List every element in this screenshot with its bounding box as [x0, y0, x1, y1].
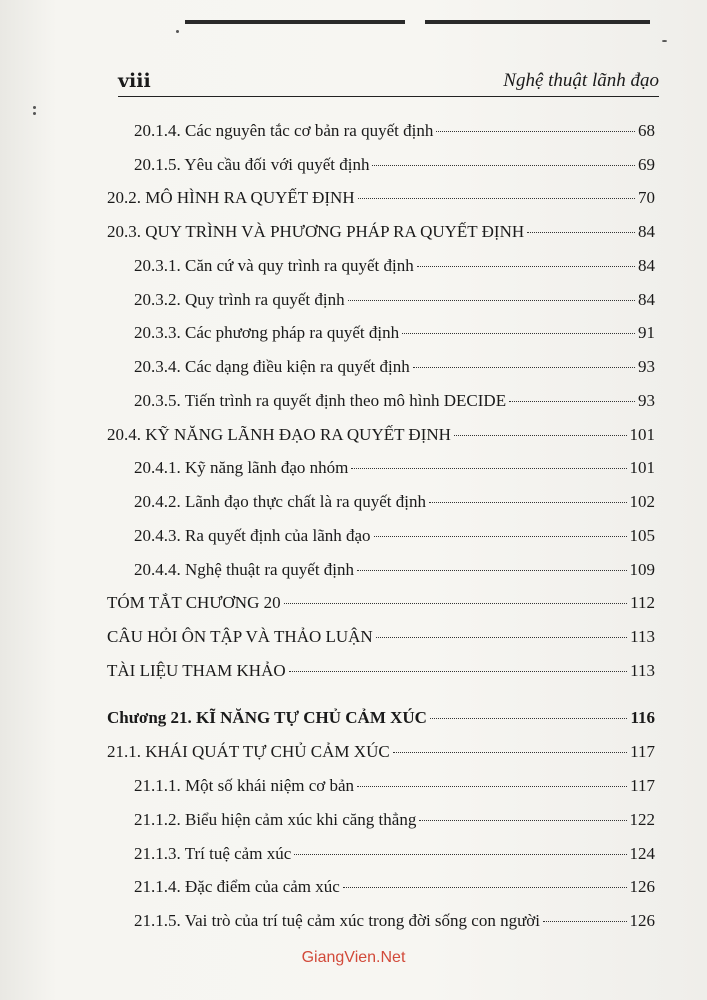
dot-leader: [543, 921, 627, 922]
toc-entry-page: 113: [630, 627, 655, 646]
dot-leader: [402, 333, 635, 334]
toc-entry-title: 20.3.4. Các dạng điều kiện ra quyết định: [134, 357, 410, 376]
scan-edge-mark: [425, 20, 650, 24]
toc-entry[interactable]: [134, 155, 655, 177]
dot-leader: [284, 603, 628, 604]
toc-entry-title: 21.1.3. Trí tuệ cảm xúc: [134, 844, 292, 863]
scan-speck: [33, 106, 36, 109]
dot-leader: [509, 401, 635, 402]
toc-entry[interactable]: [134, 911, 655, 933]
toc-entry-page: 112: [630, 593, 655, 612]
toc-entry-title: 21.1.4. Đặc điểm của cảm xúc: [134, 877, 340, 896]
toc-entry[interactable]: [134, 877, 655, 899]
toc-entry-page: 84: [638, 290, 655, 309]
toc-entry-page: 91: [638, 323, 655, 342]
toc-entry-page: 101: [629, 458, 655, 477]
dot-leader: [372, 165, 635, 166]
dot-leader: [357, 570, 626, 571]
toc-entry-page: 84: [638, 256, 655, 275]
dot-leader: [413, 367, 635, 368]
scan-edge-mark: [185, 20, 405, 24]
toc-entry[interactable]: [134, 526, 655, 548]
toc-entry[interactable]: [134, 844, 655, 866]
toc-entry-page: 102: [629, 492, 655, 511]
toc-entry-title: 20.3.5. Tiến trình ra quyết định theo mô hình DECIDE: [134, 391, 507, 410]
toc-entry-title: CÂU HỎI ÔN TẬP VÀ THẢO LUẬN: [107, 627, 373, 646]
toc-entry-title: 21.1.2. Biểu hiện cảm xúc khi căng thẳng: [134, 810, 417, 829]
toc-entry[interactable]: [134, 776, 655, 798]
dot-leader: [294, 854, 626, 855]
toc-entry-title: 21.1. KHÁI QUÁT TỰ CHỦ CẢM XÚC: [107, 742, 390, 761]
dot-leader: [454, 435, 627, 436]
dot-leader: [343, 887, 627, 888]
toc-entry[interactable]: [107, 742, 655, 764]
toc-entry-page: 124: [629, 844, 655, 863]
toc-entry[interactable]: [134, 492, 655, 514]
toc-entry[interactable]: [134, 256, 655, 278]
dot-leader: [527, 232, 635, 233]
dot-leader: [393, 752, 627, 753]
toc-entry-page: 117: [630, 742, 655, 761]
toc-entry-page: 70: [638, 188, 655, 207]
toc-entry[interactable]: [107, 593, 655, 615]
toc-entry-page: 69: [638, 155, 655, 174]
toc-entry[interactable]: [134, 560, 655, 582]
toc-entry-page: 126: [629, 911, 655, 930]
toc-entry[interactable]: [134, 323, 655, 345]
scan-speck: [33, 112, 36, 115]
dot-leader: [348, 300, 635, 301]
toc-entry[interactable]: [134, 357, 655, 379]
toc-entry-title: 20.1.4. Các nguyên tắc cơ bản ra quyết định: [134, 121, 434, 140]
toc-entry-page: 93: [638, 391, 655, 410]
toc-entry-title: 20.4. KỸ NĂNG LÃNH ĐẠO RA QUYẾT ĐỊNH: [107, 425, 451, 444]
toc-entry[interactable]: [134, 121, 655, 143]
toc-entry-title: 20.1.5. Yêu cầu đối với quyết định: [134, 155, 370, 174]
dot-leader: [417, 266, 635, 267]
toc-entry-page: 109: [629, 560, 655, 579]
dot-leader: [436, 131, 635, 132]
toc-entry[interactable]: [134, 810, 655, 832]
toc-entry-title: Chương 21. KĨ NĂNG TỰ CHỦ CẢM XÚC: [107, 708, 427, 727]
toc-entry[interactable]: [107, 188, 655, 210]
toc-entry-title: 20.3.2. Quy trình ra quyết định: [134, 290, 345, 309]
toc-entry-title: 20.3.1. Căn cứ và quy trình ra quyết định: [134, 256, 414, 275]
toc-entry-page: 105: [629, 526, 655, 545]
toc-entry-page: 122: [629, 810, 655, 829]
toc-entry-title: 20.4.4. Nghệ thuật ra quyết định: [134, 560, 355, 579]
toc-entry-title: 21.1.1. Một số khái niệm cơ bản: [134, 776, 355, 795]
toc-entry[interactable]: [134, 391, 655, 413]
toc-entry[interactable]: [107, 425, 655, 447]
toc-entry-page: 84: [638, 222, 655, 241]
toc-entry-title: 21.1.5. Vai trò của trí tuệ cảm xúc trong đời sống con người: [134, 911, 540, 930]
toc-entry-page: 93: [638, 357, 655, 376]
toc-entry[interactable]: [107, 222, 655, 244]
toc-entry-title: 20.4.3. Ra quyết định của lãnh đạo: [134, 526, 371, 545]
dot-leader: [430, 718, 627, 719]
toc-entry-page: 126: [629, 877, 655, 896]
dot-leader: [351, 468, 626, 469]
page-number: viii: [118, 70, 151, 92]
dot-leader: [357, 786, 627, 787]
toc-entry-title: 20.3.3. Các phương pháp ra quyết định: [134, 323, 400, 342]
toc-entry[interactable]: [134, 290, 655, 312]
toc-entry-title: 20.4.2. Lãnh đạo thực chất là ra quyết định: [134, 492, 426, 511]
toc-entry[interactable]: [107, 627, 655, 649]
page-header: [118, 68, 659, 97]
dot-leader: [429, 502, 627, 503]
toc-entry[interactable]: [134, 458, 655, 480]
toc-entry-title: 20.2. MÔ HÌNH RA QUYẾT ĐỊNH: [107, 188, 355, 207]
dot-leader: [374, 536, 627, 537]
toc-entry-title: TÀI LIỆU THAM KHẢO: [107, 661, 286, 680]
scan-speck: [176, 30, 179, 33]
toc-entry-page: 101: [629, 425, 655, 444]
toc-entry-page: 68: [638, 121, 655, 140]
dot-leader: [376, 637, 627, 638]
toc-entry-page: 116: [630, 708, 655, 727]
toc-entry-title: 20.4.1. Kỹ năng lãnh đạo nhóm: [134, 458, 349, 477]
toc-entry[interactable]: [107, 661, 655, 683]
toc-entry-title: 20.3. QUY TRÌNH VÀ PHƯƠNG PHÁP RA QUYẾT ĐỊNH: [107, 222, 525, 241]
watermark-text: GiangVien.Net: [301, 949, 406, 966]
toc-entry-page: 113: [630, 661, 655, 680]
dot-leader: [358, 198, 635, 199]
dot-leader: [289, 671, 627, 672]
running-title: Nghệ thuật lãnh đạo: [503, 70, 659, 91]
toc-chapter-entry[interactable]: [107, 708, 655, 730]
toc-entry-title: TÓM TẮT CHƯƠNG 20: [107, 593, 281, 612]
scan-speck: [662, 40, 667, 42]
dot-leader: [419, 820, 626, 821]
toc-entry-page: 117: [630, 776, 655, 795]
